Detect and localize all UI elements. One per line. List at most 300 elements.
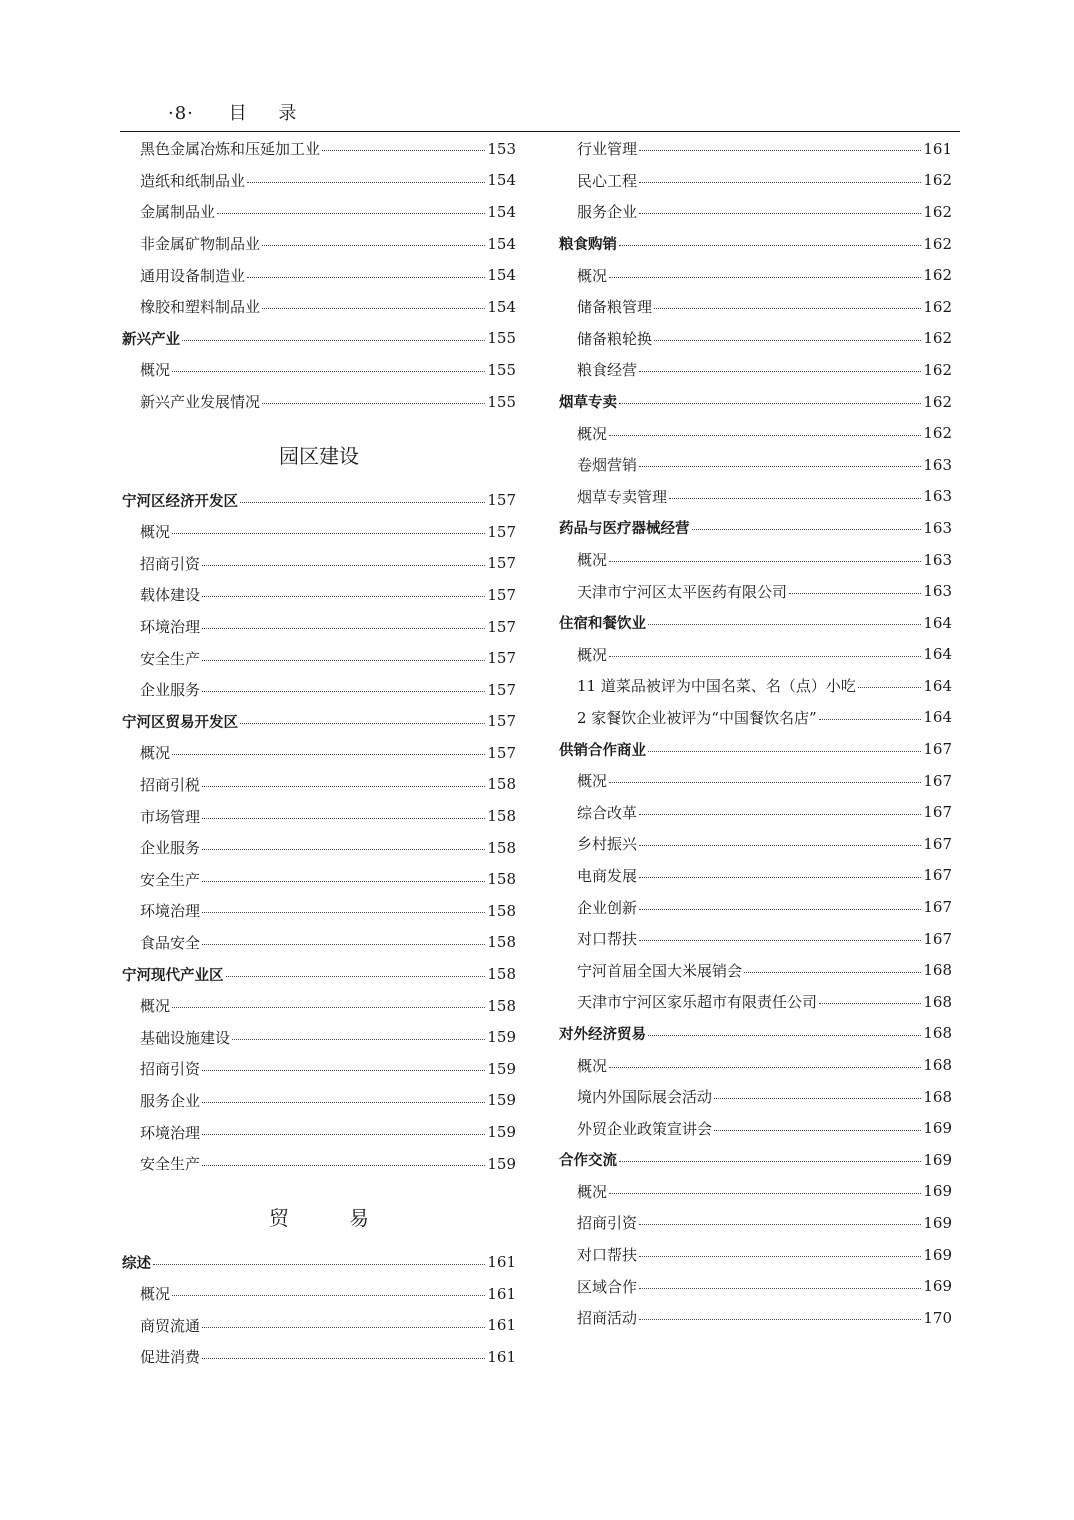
- toc-entry-label: 概况: [577, 645, 608, 664]
- toc-entry-page: 158: [487, 838, 516, 857]
- toc-entry-label: 区域合作: [577, 1277, 638, 1296]
- dot-leader: [202, 691, 485, 692]
- toc-entry-page: 168: [923, 961, 952, 980]
- toc-group: [559, 133, 952, 1334]
- dot-leader: [262, 245, 485, 246]
- toc-entry-page: 158: [487, 870, 516, 889]
- dot-leader: [819, 719, 922, 720]
- page-header: [168, 100, 297, 128]
- toc-entry[interactable]: [122, 1341, 516, 1373]
- dot-leader: [648, 624, 921, 625]
- dot-leader: [619, 1161, 921, 1162]
- toc-entry-label: 民心工程: [577, 171, 638, 190]
- dot-leader: [639, 213, 921, 214]
- dot-leader: [639, 1224, 921, 1225]
- dot-leader: [639, 1288, 921, 1289]
- toc-entry[interactable]: [559, 986, 952, 1018]
- toc-right-column: [559, 133, 952, 1334]
- toc-group: [122, 1246, 516, 1372]
- toc-entry-page: 155: [487, 329, 516, 348]
- toc-entry-page: 167: [923, 866, 952, 885]
- toc-entry[interactable]: [122, 863, 516, 895]
- dot-leader: [232, 1039, 485, 1040]
- toc-entry-label: 概况: [140, 997, 171, 1016]
- toc-entry-label: 供销合作商业: [559, 742, 646, 759]
- toc-entry[interactable]: [559, 449, 952, 481]
- toc-entry-label: 住宿和餐饮业: [559, 616, 646, 633]
- toc-entry-page: 163: [923, 487, 952, 506]
- toc-heading-entry[interactable]: [122, 323, 516, 355]
- toc-entry-page: 154: [487, 202, 516, 221]
- toc-entry[interactable]: [559, 196, 952, 228]
- toc-entry[interactable]: [559, 796, 952, 828]
- toc-entry-page: 164: [923, 676, 952, 695]
- toc-entry[interactable]: [559, 1270, 952, 1302]
- toc-entry-page: 162: [923, 424, 952, 443]
- toc-entry-label: 宁河现代产业区: [122, 967, 224, 984]
- toc-entry-page: 158: [487, 933, 516, 952]
- toc-entry-label: 电商发展: [577, 866, 638, 885]
- toc-entry[interactable]: [559, 1207, 952, 1239]
- toc-entry[interactable]: [559, 259, 952, 291]
- toc-entry[interactable]: [559, 765, 952, 797]
- dot-leader: [226, 976, 486, 977]
- toc-entry-label: 招商活动: [577, 1309, 638, 1328]
- dot-leader: [202, 1134, 485, 1135]
- toc-entry-page: 169: [923, 1119, 952, 1138]
- toc-entry-label: 市场管理: [140, 807, 201, 826]
- toc-entry[interactable]: [559, 481, 952, 513]
- toc-entry-label: 安全生产: [140, 1155, 201, 1174]
- dot-leader: [247, 277, 485, 278]
- toc-entry-label: 粮食购销: [559, 237, 617, 254]
- dot-leader: [858, 687, 922, 688]
- toc-entry[interactable]: [122, 769, 516, 801]
- dot-leader: [153, 1264, 485, 1265]
- toc-heading-entry[interactable]: [559, 607, 952, 639]
- toc-entry-page: 159: [487, 1091, 516, 1110]
- toc-entry[interactable]: [122, 228, 516, 260]
- dot-leader: [202, 1102, 485, 1103]
- toc-entry-page: 169: [923, 1150, 952, 1169]
- toc-entry[interactable]: [559, 1049, 952, 1081]
- toc-entry[interactable]: [122, 832, 516, 864]
- dot-leader: [182, 340, 485, 341]
- dot-leader: [172, 371, 485, 372]
- dot-leader: [609, 277, 921, 278]
- toc-entry-label: 11 道菜品被评为中国名菜、名（点）小吃: [577, 677, 856, 696]
- toc-entry-label: 综合改革: [577, 803, 638, 822]
- toc-entry-label: 概况: [140, 744, 171, 763]
- toc-entry[interactable]: [122, 196, 516, 228]
- toc-entry-page: 168: [923, 992, 952, 1011]
- toc-entry-label: 招商引资: [140, 1060, 201, 1079]
- toc-entry-label: 粮食经营: [577, 361, 638, 380]
- dot-leader: [714, 1130, 921, 1131]
- toc-entry-page: 169: [923, 1245, 952, 1264]
- toc-entry-page: 154: [487, 266, 516, 285]
- toc-heading-entry[interactable]: [559, 386, 952, 418]
- toc-entry-label: 通用设备制造业: [140, 266, 246, 285]
- toc-entry[interactable]: [559, 544, 952, 576]
- dot-leader: [202, 849, 485, 850]
- toc-entry-label: 服务企业: [577, 203, 638, 222]
- toc-entry-page: 163: [923, 582, 952, 601]
- toc-entry-page: 157: [487, 680, 516, 699]
- toc-entry-page: 167: [923, 771, 952, 790]
- page-number: ·8·: [168, 103, 194, 124]
- toc-entry-page: 157: [487, 522, 516, 541]
- toc-entry-page: 162: [923, 234, 952, 253]
- toc-entry[interactable]: [122, 1053, 516, 1085]
- toc-entry-label: 烟草专卖管理: [577, 487, 668, 506]
- toc-heading-entry[interactable]: [559, 228, 952, 260]
- dot-leader: [217, 213, 485, 214]
- toc-entry[interactable]: [122, 1085, 516, 1117]
- toc-entry-label: 安全生产: [140, 649, 201, 668]
- toc-heading-entry[interactable]: [122, 706, 516, 738]
- dot-leader: [619, 245, 921, 246]
- toc-entry-page: 168: [923, 1056, 952, 1075]
- toc-entry[interactable]: [559, 323, 952, 355]
- toc-entry-label: 对外经济贸易: [559, 1026, 646, 1043]
- dot-leader: [669, 498, 921, 499]
- dot-leader: [202, 628, 485, 629]
- toc-entry[interactable]: [122, 386, 516, 418]
- toc-entry[interactable]: [559, 1176, 952, 1208]
- toc-heading-entry[interactable]: [559, 512, 952, 544]
- toc-entry-label: 2 家餐饮企业被评为“中国餐饮名店”: [577, 708, 817, 727]
- toc-group: [122, 484, 516, 1179]
- toc-entry-page: 161: [487, 1284, 516, 1303]
- toc-entry[interactable]: [559, 417, 952, 449]
- toc-entry[interactable]: [559, 291, 952, 323]
- toc-entry-label: 企业服务: [140, 681, 201, 700]
- dot-leader: [744, 972, 921, 973]
- toc-heading-entry[interactable]: [122, 484, 516, 516]
- toc-entry[interactable]: [122, 642, 516, 674]
- dot-leader: [654, 340, 921, 341]
- dot-leader: [654, 308, 921, 309]
- toc-entry[interactable]: [122, 800, 516, 832]
- dot-leader: [202, 881, 485, 882]
- toc-entry-label: 概况: [140, 1285, 171, 1304]
- toc-entry-page: 162: [923, 266, 952, 285]
- dot-leader: [202, 596, 485, 597]
- toc-entry[interactable]: [122, 990, 516, 1022]
- toc-entry-page: 153: [487, 139, 516, 158]
- toc-entry-page: 164: [923, 645, 952, 664]
- toc-entry-label: 合作交流: [559, 1153, 617, 1170]
- toc-entry-label: 新兴产业发展情况: [140, 393, 261, 412]
- toc-entry-page: 164: [923, 708, 952, 727]
- toc-entry-label: 安全生产: [140, 870, 201, 889]
- dot-leader: [639, 466, 921, 467]
- toc-entry[interactable]: [559, 354, 952, 386]
- toc-entry-label: 宁河区经济开发区: [122, 493, 238, 510]
- toc-entry-label: 概况: [577, 424, 608, 443]
- toc-entry-page: 157: [487, 585, 516, 604]
- toc-entry-label: 招商引资: [140, 554, 201, 573]
- toc-entry-label: 境内外国际展会活动: [577, 1088, 713, 1107]
- toc-entry-page: 158: [487, 775, 516, 794]
- dot-leader: [639, 845, 921, 846]
- toc-left-column: [122, 133, 516, 1373]
- toc-entry-page: 161: [487, 1316, 516, 1335]
- toc-entry-page: 157: [487, 649, 516, 668]
- toc-entry[interactable]: [559, 923, 952, 955]
- toc-entry-page: 169: [923, 1213, 952, 1232]
- header-title-char-2: 录: [278, 103, 298, 124]
- dot-leader: [202, 1358, 485, 1359]
- dot-leader: [172, 1007, 485, 1008]
- dot-leader: [609, 1193, 921, 1194]
- toc-heading-entry[interactable]: [559, 1018, 952, 1050]
- toc-entry-page: 159: [487, 1028, 516, 1047]
- toc-entry[interactable]: [122, 548, 516, 580]
- toc-entry-label: 橡胶和塑料制品业: [140, 298, 261, 317]
- toc-entry-page: 162: [923, 360, 952, 379]
- toc-entry-label: 服务企业: [140, 1091, 201, 1110]
- toc-entry-label: 黑色金属冶炼和压延加工业: [140, 140, 321, 159]
- toc-entry-page: 167: [923, 834, 952, 853]
- toc-entry-page: 162: [923, 202, 952, 221]
- toc-entry-label: 行业管理: [577, 140, 638, 159]
- toc-entry-page: 164: [923, 613, 952, 632]
- dot-leader: [322, 150, 485, 151]
- toc-entry-page: 167: [923, 929, 952, 948]
- toc-entry[interactable]: [559, 639, 952, 671]
- dot-leader: [609, 561, 921, 562]
- toc-entry-page: 154: [487, 234, 516, 253]
- toc-entry[interactable]: [559, 133, 952, 165]
- toc-entry[interactable]: [559, 1112, 952, 1144]
- toc-entry[interactable]: [122, 354, 516, 386]
- toc-entry[interactable]: [122, 1310, 516, 1342]
- toc-entry-label: 载体建设: [140, 586, 201, 605]
- toc-entry[interactable]: [559, 860, 952, 892]
- toc-entry-label: 烟草专卖: [559, 395, 617, 412]
- dot-leader: [202, 786, 485, 787]
- toc-entry-page: 162: [923, 171, 952, 190]
- toc-entry[interactable]: [122, 165, 516, 197]
- dot-leader: [714, 1098, 921, 1099]
- toc-entry[interactable]: [559, 1239, 952, 1271]
- toc-entry-label: 乡村振兴: [577, 835, 638, 854]
- toc-entry-label: 商贸流通: [140, 1316, 201, 1335]
- dot-leader: [819, 1003, 921, 1004]
- section-title-park-construction: 园区建设: [279, 444, 359, 469]
- header-title-char-1: 目: [228, 103, 248, 124]
- dot-leader: [692, 529, 922, 530]
- toc-entry-label: 天津市宁河区家乐超市有限责任公司: [577, 993, 818, 1012]
- toc-entry-label: 外贸企业政策宣讲会: [577, 1119, 713, 1138]
- toc-entry-label: 储备粮管理: [577, 298, 653, 317]
- toc-entry-label: 概况: [577, 1056, 608, 1075]
- dot-leader: [639, 940, 921, 941]
- toc-entry-label: 企业服务: [140, 839, 201, 858]
- dot-leader: [639, 182, 921, 183]
- dot-leader: [240, 723, 485, 724]
- toc-entry-page: 159: [487, 1154, 516, 1173]
- dot-leader: [247, 182, 485, 183]
- toc-entry-label: 对口帮扶: [577, 1246, 638, 1265]
- toc-entry-page: 169: [923, 1182, 952, 1201]
- toc-entry-page: 162: [923, 297, 952, 316]
- dot-leader: [648, 751, 921, 752]
- toc-entry[interactable]: [122, 1148, 516, 1180]
- dot-leader: [789, 593, 921, 594]
- dot-leader: [609, 656, 921, 657]
- toc-entry-label: 宁河首届全国大米展销会: [577, 961, 743, 980]
- dot-leader: [639, 1319, 921, 1320]
- toc-entry-page: 158: [487, 996, 516, 1015]
- toc-entry[interactable]: [559, 165, 952, 197]
- toc-entry-label: 食品安全: [140, 933, 201, 952]
- toc-entry[interactable]: [122, 1021, 516, 1053]
- toc-entry-label: 概况: [577, 266, 608, 285]
- dot-leader: [240, 502, 485, 503]
- toc-entry-page: 168: [923, 1024, 952, 1043]
- toc-entry-page: 163: [923, 550, 952, 569]
- dot-leader: [609, 435, 921, 436]
- toc-entry-page: 155: [487, 360, 516, 379]
- dot-leader: [172, 754, 485, 755]
- toc-entry[interactable]: [122, 927, 516, 959]
- toc-entry-label: 概况: [140, 361, 171, 380]
- toc-entry-label: 概况: [577, 1182, 608, 1201]
- dot-leader: [202, 818, 485, 819]
- toc-entry[interactable]: [122, 1116, 516, 1148]
- section-title-trade: 贸 易: [269, 1206, 389, 1231]
- toc-entry-page: 158: [487, 901, 516, 920]
- toc-entry-page: 167: [923, 740, 952, 759]
- toc-entry[interactable]: [559, 670, 952, 702]
- toc-heading-entry[interactable]: [122, 958, 516, 990]
- dot-leader: [609, 1067, 921, 1068]
- dot-leader: [639, 814, 921, 815]
- toc-entry-label: 企业创新: [577, 898, 638, 917]
- toc-entry-label: 促进消费: [140, 1348, 201, 1367]
- toc-entry[interactable]: [122, 133, 516, 165]
- toc-entry-label: 招商引资: [577, 1214, 638, 1233]
- toc-entry-page: 158: [487, 807, 516, 826]
- toc-entry[interactable]: [559, 702, 952, 734]
- toc-entry-label: 卷烟营销: [577, 456, 638, 475]
- toc-entry-label: 概况: [577, 772, 608, 791]
- toc-entry[interactable]: [559, 1302, 952, 1334]
- toc-entry-page: 169: [923, 1277, 952, 1296]
- toc-entry-label: 概况: [577, 551, 608, 570]
- toc-entry-page: 157: [487, 554, 516, 573]
- dot-leader: [202, 1165, 485, 1166]
- toc-entry[interactable]: [122, 895, 516, 927]
- toc-entry-label: 储备粮轮换: [577, 329, 653, 348]
- toc-entry-label: 环境治理: [140, 902, 201, 921]
- toc-entry-page: 158: [487, 965, 516, 984]
- toc-entry-page: 159: [487, 1059, 516, 1078]
- toc-entry-page: 161: [923, 139, 952, 158]
- dot-leader: [172, 533, 485, 534]
- dot-leader: [202, 565, 485, 566]
- dot-leader: [202, 660, 485, 661]
- toc-heading-entry[interactable]: [559, 1144, 952, 1176]
- dot-leader: [262, 308, 485, 309]
- toc-entry-label: 综述: [122, 1255, 151, 1272]
- dot-leader: [639, 1256, 921, 1257]
- dot-leader: [639, 877, 921, 878]
- toc-entry-page: 163: [923, 455, 952, 474]
- toc-entry-page: 157: [487, 712, 516, 731]
- toc-entry-page: 154: [487, 171, 516, 190]
- dot-leader: [262, 403, 485, 404]
- toc-entry[interactable]: [122, 291, 516, 323]
- dot-leader: [202, 912, 485, 913]
- toc-entry[interactable]: [122, 259, 516, 291]
- dot-leader: [172, 1295, 485, 1296]
- toc-entry-page: 159: [487, 1123, 516, 1142]
- toc-entry[interactable]: [559, 828, 952, 860]
- toc-entry[interactable]: [559, 575, 952, 607]
- toc-entry[interactable]: [122, 611, 516, 643]
- toc-entry-label: 药品与医疗器械经营: [559, 521, 690, 538]
- toc-entry-page: 161: [487, 1253, 516, 1272]
- header-rule: [120, 131, 960, 132]
- toc-entry-page: 167: [923, 898, 952, 917]
- dot-leader: [202, 944, 485, 945]
- toc-entry-page: 162: [923, 392, 952, 411]
- toc-entry-page: 157: [487, 743, 516, 762]
- toc-entry[interactable]: [559, 891, 952, 923]
- toc-entry-label: 环境治理: [140, 618, 201, 637]
- dot-leader: [639, 371, 921, 372]
- toc-entry[interactable]: [122, 737, 516, 769]
- toc-entry-label: 宁河区贸易开发区: [122, 714, 238, 731]
- toc-entry-page: 157: [487, 617, 516, 636]
- toc-entry-label: 环境治理: [140, 1123, 201, 1142]
- dot-leader: [202, 1070, 485, 1071]
- dot-leader: [202, 1327, 485, 1328]
- toc-entry[interactable]: [122, 516, 516, 548]
- toc-entry-page: 155: [487, 392, 516, 411]
- dot-leader: [639, 909, 921, 910]
- toc-entry-page: 157: [487, 491, 516, 510]
- toc-entry-label: 对口帮扶: [577, 930, 638, 949]
- toc-entry-label: 非金属矿物制品业: [140, 235, 261, 254]
- toc-entry[interactable]: [122, 674, 516, 706]
- toc-entry-page: 162: [923, 329, 952, 348]
- toc-entry-label: 天津市宁河区太平医药有限公司: [577, 582, 788, 601]
- toc-entry[interactable]: [122, 579, 516, 611]
- toc-entry-label: 金属制品业: [140, 203, 216, 222]
- toc-heading-entry[interactable]: [559, 733, 952, 765]
- toc-entry-page: 167: [923, 803, 952, 822]
- toc-entry-label: 造纸和纸制品业: [140, 171, 246, 190]
- toc-entry-page: 163: [923, 518, 952, 537]
- dot-leader: [609, 782, 921, 783]
- toc-heading-entry[interactable]: [122, 1246, 516, 1278]
- toc-entry-label: 招商引税: [140, 775, 201, 794]
- toc-entry[interactable]: [559, 1081, 952, 1113]
- toc-entry[interactable]: [122, 1278, 516, 1310]
- toc-entry-label: 概况: [140, 523, 171, 542]
- toc-entry-page: 154: [487, 297, 516, 316]
- toc-entry-page: 170: [923, 1308, 952, 1327]
- toc-entry[interactable]: [559, 954, 952, 986]
- toc-group: [122, 133, 516, 417]
- toc-entry-page: 168: [923, 1087, 952, 1106]
- dot-leader: [639, 150, 921, 151]
